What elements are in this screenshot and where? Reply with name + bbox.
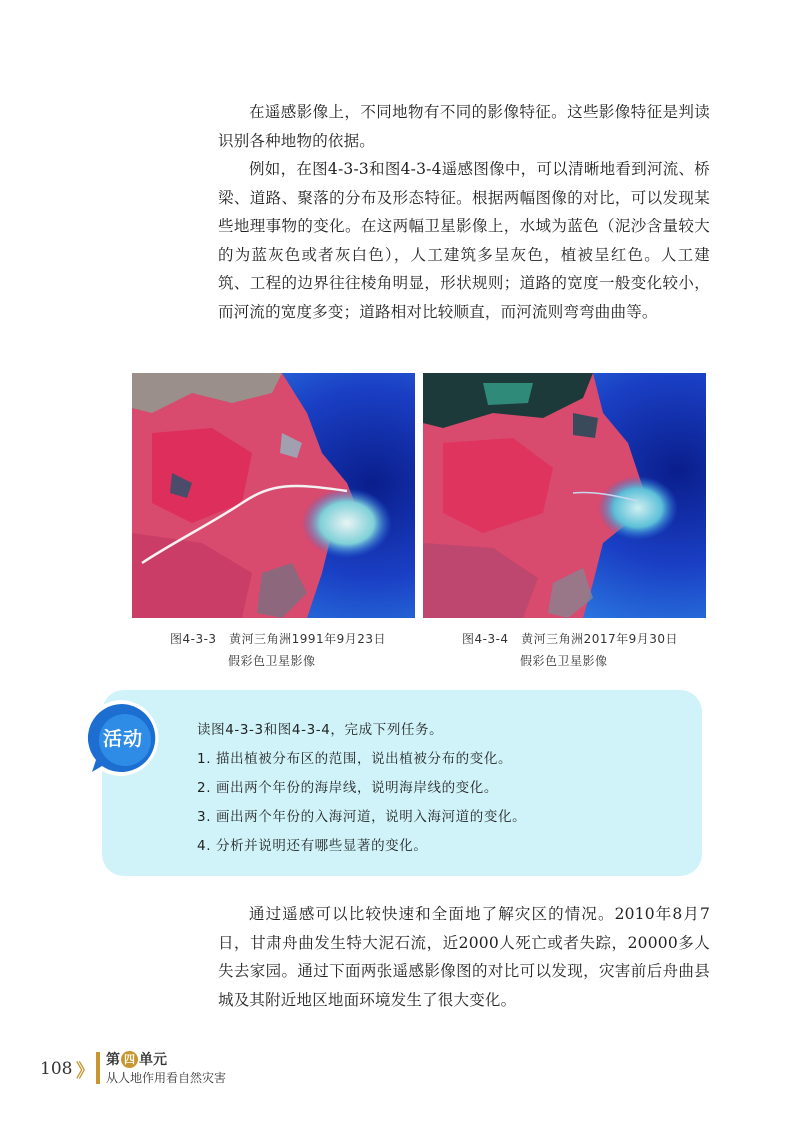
- unit-number-badge: 四: [121, 1051, 138, 1068]
- figure-caption-2: [462, 628, 752, 672]
- figure-caption-2-title: 图4-3-4 黄河三角洲2017年9月30日: [462, 632, 679, 646]
- figure-caption-1-title: 图4-3-3 黄河三角洲1991年9月23日: [170, 632, 387, 646]
- unit-heading: [106, 1049, 167, 1069]
- intro-paragraph: 在遥感影像上，不同地物有不同的影像特征。这些影像特征是判读识别各种地物的依据。: [218, 103, 710, 150]
- unit-prefix: 第: [106, 1052, 120, 1068]
- page-number: 108: [40, 1059, 73, 1079]
- satellite-image-2017: [423, 373, 706, 618]
- satellite-image-1991: [132, 373, 415, 618]
- activity-task-list: [197, 716, 687, 861]
- activity-label: 活动: [102, 728, 143, 750]
- unit-suffix: 单元: [139, 1052, 167, 1068]
- activity-task-4: 4. 分析并说明还有哪些显著的变化。: [197, 838, 428, 854]
- figure-caption-1-subtitle: 假彩色卫星影像: [228, 654, 316, 668]
- example-paragraph: 例如，在图4-3-3和图4-3-4遥感图像中，可以清晰地看到河流、桥梁、道路、聚落的分布及形态特征。根据两幅图像的对比，可以发现某些地理事物的变化。在这两幅卫星影像上，水域为蓝色（泥沙含量较大的为蓝灰色或者灰白色），人工建筑多呈灰色，植被呈红色。人工建筑、工程的边界往往棱角明显，形状规则；道路的宽度一般变化较小，而河流的宽度多变；道路相对比较顺直，而河流则弯弯曲曲等。: [218, 160, 710, 321]
- remote-sensing-disaster-paragraph: 通过遥感可以比较快速和全面地了解灾区的情况。2010年8月7日，甘肃舟曲发生特大泥石流，近2000人死亡或者失踪，20000多人失去家园。通过下面两张遥感影像图的对比可以发现，灾害前后舟曲县城及其附近地区地面环境发生了很大变化。: [218, 905, 710, 1009]
- unit-title: 从人地作用看自然灾害: [106, 1071, 227, 1085]
- activity-task-1: 1. 描出植被分布区的范围，说出植被分布的变化。: [197, 751, 513, 767]
- figure-caption-1: [170, 628, 460, 672]
- activity-intro: 读图4-3-3和图4-3-4，完成下列任务。: [197, 722, 444, 738]
- chevron-right-icon: 》: [76, 1061, 94, 1082]
- activity-task-3: 3. 画出两个年份的入海河道，说明入海河道的变化。: [197, 809, 527, 825]
- footer-divider: [96, 1052, 100, 1084]
- activity-task-2: 2. 画出两个年份的海岸线，说明海岸线的变化。: [197, 780, 498, 796]
- figure-caption-2-subtitle: 假彩色卫星影像: [520, 654, 608, 668]
